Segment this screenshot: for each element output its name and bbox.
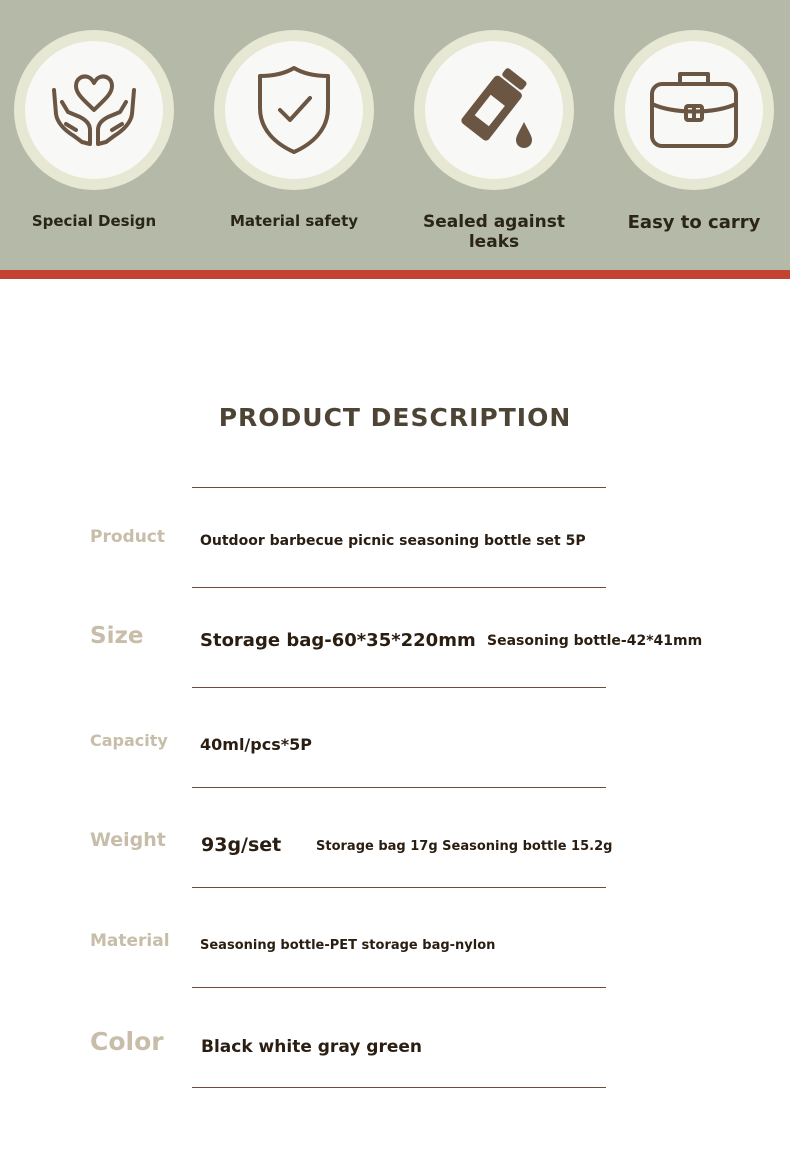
feature-label: Easy to carry [627, 212, 761, 233]
feature-easy-to-carry [604, 30, 784, 250]
spec-value-weight: 93g/set [201, 834, 282, 856]
icon-ring [414, 30, 574, 190]
divider [192, 787, 606, 788]
spec-value-product: Outdoor barbecue picnic seasoning bottle set 5P [200, 533, 586, 549]
heart-hands-icon [44, 60, 144, 160]
icon-ring [214, 30, 374, 190]
spec-label-color: Color [90, 1027, 164, 1056]
spec-value-weight-detail: Storage bag 17g Seasoning bottle 15.2g [316, 839, 613, 854]
feature-label: Special Design [31, 212, 157, 230]
spec-value-material: Seasoning bottle-PET storage bag-nylon [200, 938, 496, 953]
spec-value-color: Black white gray green [201, 1037, 422, 1057]
briefcase-icon [644, 60, 744, 160]
accent-bar [0, 270, 790, 279]
divider [192, 687, 606, 688]
spec-value-capacity: 40ml/pcs*5P [200, 735, 312, 754]
icon-ring [14, 30, 174, 190]
divider [192, 1087, 606, 1088]
section-title: PRODUCT DESCRIPTION [218, 403, 572, 432]
divider [192, 487, 606, 488]
divider [192, 887, 606, 888]
divider [192, 587, 606, 588]
feature-label: Sealed against leaks [423, 212, 565, 252]
spec-label-product: Product [90, 527, 165, 547]
feature-sealed-against-leaks [404, 30, 584, 250]
spec-label-size: Size [90, 623, 144, 649]
leak-drop-icon [444, 60, 544, 160]
spec-value-size-bottle: Seasoning bottle-42*41mm [487, 633, 703, 649]
divider [192, 987, 606, 988]
spec-label-weight: Weight [90, 829, 166, 851]
spec-value-size-bag: Storage bag-60*35*220mm [200, 630, 476, 651]
feature-special-design [4, 30, 184, 250]
feature-material-safety [204, 30, 384, 250]
spec-label-capacity: Capacity [90, 731, 168, 750]
spec-label-material: Material [90, 931, 170, 951]
icon-ring [614, 30, 774, 190]
shield-check-icon [244, 60, 344, 160]
feature-label: Material safety [229, 212, 359, 230]
